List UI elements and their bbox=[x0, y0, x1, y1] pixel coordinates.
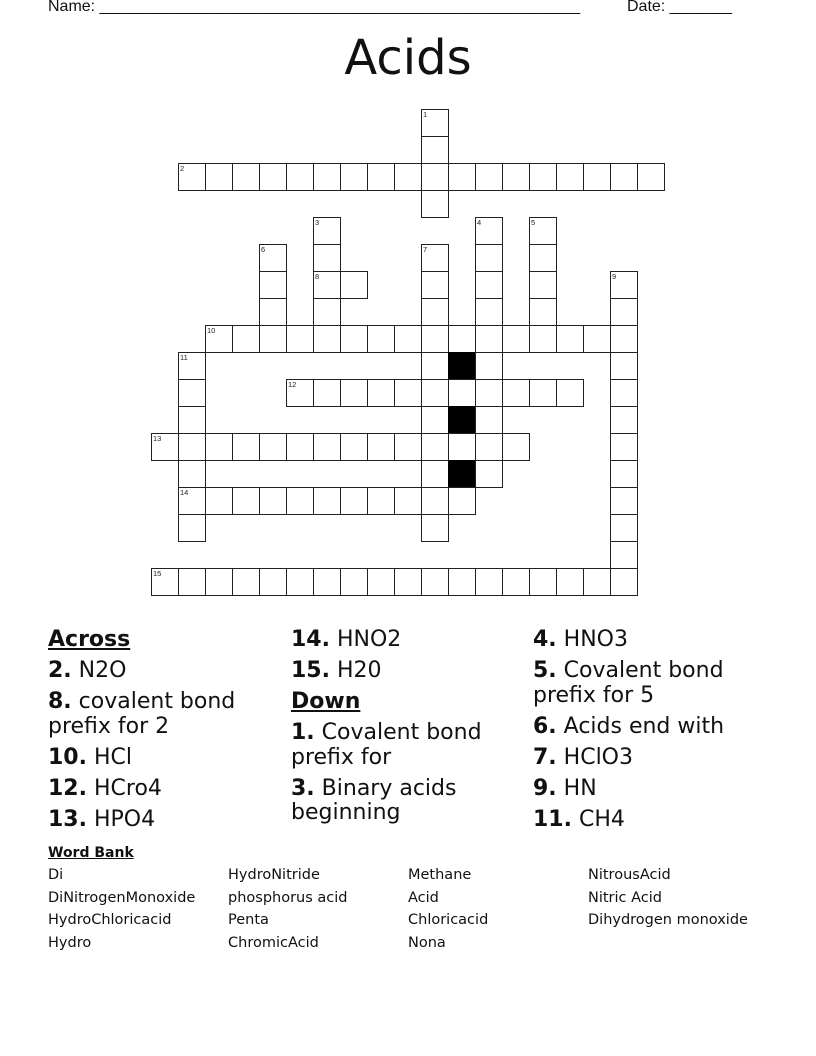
clue-down-6 bbox=[533, 715, 773, 740]
clue-text: N2O bbox=[71, 658, 127, 683]
clue-down-5 bbox=[533, 659, 773, 708]
grid-cell[interactable] bbox=[610, 298, 638, 326]
grid-cell[interactable] bbox=[340, 433, 368, 461]
grid-cell[interactable] bbox=[421, 325, 449, 353]
grid-cell[interactable] bbox=[259, 271, 287, 299]
grid-cell[interactable] bbox=[475, 406, 503, 434]
clue-text: CH4 bbox=[571, 806, 625, 832]
date-field[interactable]: Date: _______ bbox=[627, 0, 732, 15]
clue-across-15 bbox=[291, 659, 521, 684]
grid-cell[interactable] bbox=[583, 568, 611, 596]
clue-number: 4. bbox=[533, 627, 557, 652]
grid-cell[interactable] bbox=[259, 568, 287, 596]
grid-cell[interactable] bbox=[259, 298, 287, 326]
grid-cell[interactable] bbox=[502, 163, 530, 191]
grid-cell[interactable] bbox=[313, 244, 341, 272]
cell-number: 3 bbox=[315, 218, 320, 227]
grid-cell[interactable] bbox=[286, 487, 314, 515]
clue-number: 15. bbox=[291, 658, 330, 683]
clue-across-10 bbox=[48, 746, 278, 771]
grid-cell[interactable] bbox=[232, 487, 260, 515]
grid-cell[interactable] bbox=[421, 190, 449, 218]
grid-cell[interactable] bbox=[313, 433, 341, 461]
grid-cell[interactable] bbox=[475, 379, 503, 407]
clue-number: 9. bbox=[533, 775, 557, 801]
cell-number: 12 bbox=[288, 380, 297, 389]
grid-cell[interactable] bbox=[475, 325, 503, 353]
word-bank-item: HydroNitride bbox=[228, 867, 320, 883]
grid-cell[interactable] bbox=[421, 163, 449, 191]
grid-cell[interactable] bbox=[340, 163, 368, 191]
grid-block bbox=[448, 460, 476, 488]
clue-text: H20 bbox=[329, 658, 382, 683]
cell-number: 13 bbox=[153, 434, 162, 443]
grid-cell[interactable] bbox=[610, 568, 638, 596]
word-bank-column-2 bbox=[228, 864, 348, 954]
grid-cell[interactable] bbox=[610, 271, 638, 299]
grid-cell[interactable] bbox=[448, 163, 476, 191]
across-heading: Across bbox=[48, 627, 131, 652]
grid-cell[interactable] bbox=[502, 433, 530, 461]
grid-cell[interactable] bbox=[367, 433, 395, 461]
grid-cell[interactable] bbox=[610, 541, 638, 569]
grid-cell[interactable] bbox=[205, 487, 233, 515]
clue-text: HClO3 bbox=[556, 744, 633, 770]
grid-cell[interactable] bbox=[367, 325, 395, 353]
grid-cell[interactable] bbox=[475, 568, 503, 596]
cell-number: 10 bbox=[207, 326, 216, 335]
grid-cell[interactable] bbox=[502, 379, 530, 407]
grid-cell[interactable] bbox=[340, 487, 368, 515]
word-bank-item: Chloricacid bbox=[408, 912, 489, 928]
grid-cell[interactable] bbox=[286, 163, 314, 191]
grid-cell[interactable] bbox=[205, 568, 233, 596]
grid-cell[interactable] bbox=[313, 163, 341, 191]
clue-column-1 bbox=[48, 628, 278, 839]
grid-cell[interactable] bbox=[502, 568, 530, 596]
clue-number: 14. bbox=[291, 627, 330, 652]
grid-cell[interactable] bbox=[340, 379, 368, 407]
cell-number: 4 bbox=[477, 218, 482, 227]
word-bank-item: HydroChloricacid bbox=[48, 912, 172, 928]
grid-cell[interactable] bbox=[259, 325, 287, 353]
grid-cell[interactable] bbox=[394, 568, 422, 596]
grid-cell[interactable] bbox=[205, 433, 233, 461]
grid-cell[interactable] bbox=[178, 568, 206, 596]
grid-cell[interactable] bbox=[556, 379, 584, 407]
grid-cell[interactable] bbox=[259, 433, 287, 461]
clue-down-1 bbox=[291, 721, 521, 770]
grid-cell[interactable] bbox=[475, 244, 503, 272]
clue-column-2 bbox=[291, 628, 521, 832]
clue-down-9 bbox=[533, 777, 773, 802]
word-bank-column-4 bbox=[588, 864, 748, 932]
clue-text: covalent bond prefix for 2 bbox=[48, 689, 236, 739]
grid-cell[interactable] bbox=[313, 487, 341, 515]
clue-down-4 bbox=[533, 628, 773, 653]
grid-cell[interactable] bbox=[583, 325, 611, 353]
cell-number: 11 bbox=[180, 353, 188, 362]
clue-text: HN bbox=[556, 775, 597, 801]
grid-cell[interactable] bbox=[178, 379, 206, 407]
clue-text: Binary acids beginning bbox=[291, 775, 457, 825]
grid-cell[interactable] bbox=[286, 325, 314, 353]
clue-across-13 bbox=[48, 808, 278, 833]
grid-cell[interactable] bbox=[205, 163, 233, 191]
grid-cell[interactable] bbox=[610, 406, 638, 434]
grid-cell[interactable] bbox=[529, 325, 557, 353]
clue-number: 5. bbox=[533, 658, 557, 683]
grid-cell[interactable] bbox=[394, 163, 422, 191]
grid-cell[interactable] bbox=[205, 325, 233, 353]
clue-text: HPO4 bbox=[86, 806, 156, 832]
grid-cell[interactable] bbox=[259, 487, 287, 515]
grid-cell[interactable] bbox=[394, 487, 422, 515]
page-title: Acids bbox=[344, 30, 472, 86]
word-bank-item: Nitric Acid bbox=[588, 889, 663, 906]
cell-number: 5 bbox=[531, 218, 536, 227]
grid-cell[interactable] bbox=[286, 433, 314, 461]
grid-cell[interactable] bbox=[313, 271, 341, 299]
clue-number: 1. bbox=[291, 720, 315, 745]
grid-cell[interactable] bbox=[313, 325, 341, 353]
grid-cell[interactable] bbox=[421, 514, 449, 542]
grid-cell[interactable] bbox=[178, 460, 206, 488]
grid-cell[interactable] bbox=[448, 433, 476, 461]
grid-cell[interactable] bbox=[448, 487, 476, 515]
clue-number: 6. bbox=[533, 713, 557, 739]
grid-cell[interactable] bbox=[610, 379, 638, 407]
clue-across-8 bbox=[48, 690, 278, 739]
grid-cell[interactable] bbox=[394, 325, 422, 353]
grid-cell[interactable] bbox=[556, 163, 584, 191]
grid-cell[interactable] bbox=[259, 163, 287, 191]
clue-number: 8. bbox=[48, 689, 72, 714]
grid-cell[interactable] bbox=[475, 460, 503, 488]
grid-cell[interactable] bbox=[610, 433, 638, 461]
grid-cell[interactable] bbox=[151, 433, 179, 461]
grid-cell[interactable] bbox=[610, 460, 638, 488]
grid-cell[interactable] bbox=[232, 325, 260, 353]
grid-cell[interactable] bbox=[367, 379, 395, 407]
grid-cell[interactable] bbox=[340, 271, 368, 299]
clue-number: 13. bbox=[48, 806, 87, 832]
grid-cell[interactable] bbox=[502, 325, 530, 353]
grid-cell[interactable] bbox=[637, 163, 665, 191]
name-field[interactable]: Name: ______________________________________________________ bbox=[48, 0, 581, 15]
grid-cell[interactable] bbox=[610, 487, 638, 515]
grid-cell[interactable] bbox=[610, 352, 638, 380]
clue-text: HNO3 bbox=[556, 627, 628, 652]
clue-column-3 bbox=[533, 628, 773, 839]
clue-number: 11. bbox=[533, 806, 572, 832]
clue-number: 3. bbox=[291, 775, 315, 801]
clue-text: HNO2 bbox=[329, 627, 402, 652]
grid-cell[interactable] bbox=[313, 568, 341, 596]
word-bank-column-1 bbox=[48, 864, 195, 954]
grid-cell[interactable] bbox=[448, 568, 476, 596]
clue-number: 10. bbox=[48, 744, 87, 770]
grid-cell[interactable] bbox=[421, 271, 449, 299]
grid-cell[interactable] bbox=[421, 136, 449, 164]
word-bank-item: ChromicAcid bbox=[228, 934, 319, 951]
grid-cell[interactable] bbox=[394, 379, 422, 407]
grid-cell[interactable] bbox=[394, 433, 422, 461]
grid-cell[interactable] bbox=[421, 460, 449, 488]
grid-cell[interactable] bbox=[313, 379, 341, 407]
clue-down-7 bbox=[533, 746, 773, 771]
grid-cell[interactable] bbox=[151, 568, 179, 596]
grid-cell[interactable] bbox=[178, 514, 206, 542]
grid-cell[interactable] bbox=[475, 163, 503, 191]
grid-cell[interactable] bbox=[313, 298, 341, 326]
grid-cell[interactable] bbox=[529, 244, 557, 272]
grid-cell[interactable] bbox=[232, 568, 260, 596]
grid-cell[interactable] bbox=[448, 325, 476, 353]
grid-cell[interactable] bbox=[421, 433, 449, 461]
grid-cell[interactable] bbox=[178, 163, 206, 191]
grid-cell[interactable] bbox=[475, 217, 503, 245]
clue-down-11 bbox=[533, 808, 773, 833]
grid-cell[interactable] bbox=[475, 271, 503, 299]
grid-cell[interactable] bbox=[529, 163, 557, 191]
clue-down-3 bbox=[291, 777, 521, 826]
grid-cell[interactable] bbox=[340, 568, 368, 596]
clue-number: 2. bbox=[48, 658, 72, 683]
clue-across-2 bbox=[48, 659, 278, 684]
word-bank-item: Dihydrogen monoxide bbox=[588, 912, 748, 928]
grid-cell[interactable] bbox=[529, 379, 557, 407]
word-bank-item: Nona bbox=[408, 934, 446, 951]
word-bank-item: DiNitrogenMonoxide bbox=[48, 889, 196, 906]
grid-cell[interactable] bbox=[556, 568, 584, 596]
grid-cell[interactable] bbox=[178, 487, 206, 515]
word-bank-item: Acid bbox=[408, 889, 439, 906]
clue-across-12 bbox=[48, 777, 278, 802]
grid-cell[interactable] bbox=[421, 487, 449, 515]
cell-number: 9 bbox=[612, 272, 617, 281]
grid-cell[interactable] bbox=[367, 487, 395, 515]
grid-cell[interactable] bbox=[475, 433, 503, 461]
clue-number: 12. bbox=[48, 775, 87, 801]
cell-number: 8 bbox=[315, 272, 320, 281]
grid-cell[interactable] bbox=[475, 298, 503, 326]
grid-cell[interactable] bbox=[232, 163, 260, 191]
grid-cell[interactable] bbox=[421, 352, 449, 380]
grid-cell[interactable] bbox=[448, 379, 476, 407]
clue-number: 7. bbox=[533, 744, 557, 770]
grid-cell[interactable] bbox=[610, 514, 638, 542]
cell-number: 2 bbox=[180, 164, 185, 173]
grid-block bbox=[448, 352, 476, 380]
clue-text: Covalent bond prefix for 5 bbox=[533, 658, 724, 708]
word-bank-item: NitrousAcid bbox=[588, 867, 671, 883]
word-bank-title: Word Bank bbox=[48, 845, 134, 861]
grid-cell[interactable] bbox=[421, 379, 449, 407]
cell-number: 6 bbox=[261, 245, 266, 254]
grid-cell[interactable] bbox=[421, 406, 449, 434]
clue-text: Acids end with bbox=[556, 713, 725, 739]
grid-block bbox=[448, 406, 476, 434]
grid-cell[interactable] bbox=[286, 379, 314, 407]
clue-text: Covalent bond prefix for bbox=[291, 720, 482, 770]
word-bank-item: Methane bbox=[408, 867, 472, 883]
word-bank-item: Penta bbox=[228, 912, 269, 928]
grid-cell[interactable] bbox=[340, 325, 368, 353]
grid-cell[interactable] bbox=[529, 271, 557, 299]
grid-cell[interactable] bbox=[367, 568, 395, 596]
grid-cell[interactable] bbox=[232, 433, 260, 461]
grid-cell[interactable] bbox=[178, 406, 206, 434]
down-heading: Down bbox=[291, 689, 361, 714]
grid-cell[interactable] bbox=[421, 568, 449, 596]
cell-number: 15 bbox=[153, 569, 162, 578]
clue-text: HCl bbox=[86, 744, 132, 770]
grid-cell[interactable] bbox=[421, 109, 449, 137]
grid-cell[interactable] bbox=[178, 352, 206, 380]
clue-text: HCro4 bbox=[86, 775, 162, 801]
cell-number: 1 bbox=[423, 110, 428, 119]
grid-cell[interactable] bbox=[178, 433, 206, 461]
grid-cell[interactable] bbox=[610, 163, 638, 191]
grid-cell[interactable] bbox=[529, 217, 557, 245]
grid-cell[interactable] bbox=[529, 568, 557, 596]
word-bank-column-3 bbox=[408, 864, 488, 954]
cell-number: 7 bbox=[423, 245, 428, 254]
grid-cell[interactable] bbox=[313, 217, 341, 245]
grid-cell[interactable] bbox=[583, 163, 611, 191]
grid-cell[interactable] bbox=[421, 298, 449, 326]
grid-cell[interactable] bbox=[529, 298, 557, 326]
grid-cell[interactable] bbox=[556, 325, 584, 353]
grid-cell[interactable] bbox=[475, 352, 503, 380]
grid-cell[interactable] bbox=[367, 163, 395, 191]
word-bank-item: Di bbox=[48, 867, 64, 883]
grid-cell[interactable] bbox=[259, 244, 287, 272]
word-bank-item: Hydro bbox=[48, 934, 92, 951]
grid-cell[interactable] bbox=[286, 568, 314, 596]
clue-across-14 bbox=[291, 628, 521, 653]
grid-cell[interactable] bbox=[421, 244, 449, 272]
grid-cell[interactable] bbox=[610, 325, 638, 353]
cell-number: 14 bbox=[180, 488, 189, 497]
word-bank-item: phosphorus acid bbox=[228, 889, 348, 906]
